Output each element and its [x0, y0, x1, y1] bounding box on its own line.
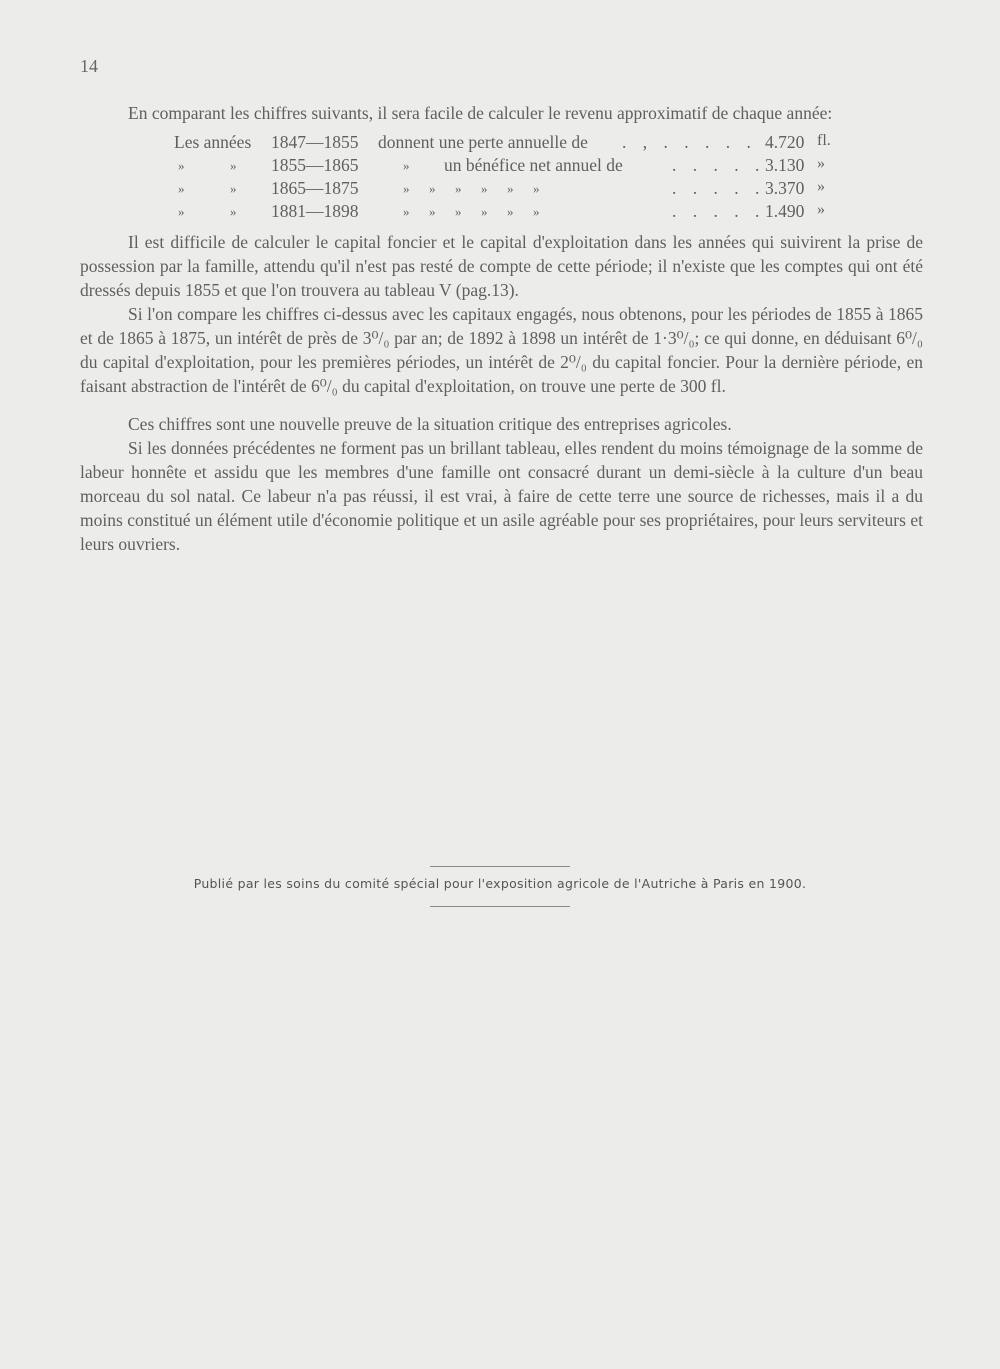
- row-leader-dots: . . . . .: [672, 178, 766, 198]
- row-value: 3.370: [765, 178, 805, 198]
- ditto-mark: »: [230, 158, 237, 173]
- paragraph-interest: Si l'on compare les chiffres ci-dessus avec les capitaux engagés, nous obtenons, pour les périodes de 1855 à 1865 et de 1865 à 1875, un intérêt de près de 3⁰/₀ par an; de 1892 à 1898 un intérêt de 1·3⁰/₀; ce qui donne, en déduisant 6⁰/₀ du capital d'exploitation, pour les premières périodes, un intérêt de 2⁰/₀ du capital foncier. Pour la dernière période, en faisant abstraction de l'intérêt de 6⁰/₀ du capital d'exploitation, on trouve une perte de 300 fl.: [80, 304, 923, 396]
- row-lead: Les années: [174, 132, 252, 152]
- row-unit: »: [817, 155, 825, 172]
- row-unit: »: [817, 178, 825, 195]
- divider-top: [430, 866, 570, 867]
- table-row: [0, 155, 1000, 179]
- row-description: donnent une perte annuelle de: [378, 132, 588, 152]
- body-text: [80, 230, 923, 556]
- paragraph-capital: Il est difficile de calculer le capital foncier et le capital d'exploitation dans les années qui suivirent la prise de possession par la famille, attendu qu'il n'est pas resté de compte de cette période; il n'existe que les comptes qui ont été dressés depuis 1855 et que l'on trouvera au tableau V (pag.13).: [80, 232, 923, 300]
- row-leader-dots: . , . . . . .: [622, 132, 757, 152]
- row-value: 3.130: [765, 155, 805, 175]
- divider-bottom: [430, 906, 570, 907]
- row-leader-dots: . . . . .: [672, 155, 766, 175]
- ditto-mark: »: [403, 158, 410, 173]
- row-unit: »: [817, 201, 825, 218]
- row-leader-dots: . . . . .: [672, 201, 766, 221]
- row-value: 4.720: [765, 132, 805, 152]
- publisher-note: Publié par les soins du comité spécial pour l'exposition agricole de l'Autriche à Paris en 1900.: [193, 876, 807, 891]
- ditto-mark: »: [178, 181, 185, 196]
- paragraph-critical-situation: Ces chiffres sont une nouvelle preuve de la situation critique des entreprises agricoles.: [128, 414, 732, 434]
- table-row: [0, 178, 1000, 202]
- row-period: 1865—1875: [271, 178, 359, 198]
- row-period: 1881—1898: [271, 201, 359, 221]
- intro-sentence: En comparant les chiffres suivants, il sera facile de calculer le revenu approximatif de chaque année:: [128, 103, 833, 123]
- ditto-mark: »: [178, 204, 185, 219]
- row-value: 1.490: [765, 201, 805, 221]
- row-period: 1847—1855: [271, 132, 359, 152]
- row-unit: fl.: [817, 132, 831, 149]
- ditto-mark: »: [178, 158, 185, 173]
- table-row: [0, 201, 1000, 225]
- row-period: 1855—1865: [271, 155, 359, 175]
- ditto-mark: »: [230, 204, 237, 219]
- row-description-dittos: » » » » » »: [403, 181, 540, 196]
- table-row: [0, 132, 1000, 156]
- row-description-dittos: » » » » » »: [403, 204, 540, 219]
- page-number: 14: [80, 56, 98, 76]
- paragraph-conclusion: Si les données précédentes ne forment pas un brillant tableau, elles rendent du moins témoignage de la somme de labeur honnête et assidu que les membres d'une famille ont consacré durant un demi-siècle à la culture d'un beau morceau du sol natal. Ce labeur n'a pas réussi, il est vrai, à faire de cette terre une source de richesses, mais il a du moins constitué un élément utile d'économie politique et un asile agréable pour ses propriétaires, pour leurs serviteurs et leurs ouvriers.: [80, 438, 923, 554]
- row-description: un bénéfice net annuel de: [444, 155, 623, 175]
- ditto-mark: »: [230, 181, 237, 196]
